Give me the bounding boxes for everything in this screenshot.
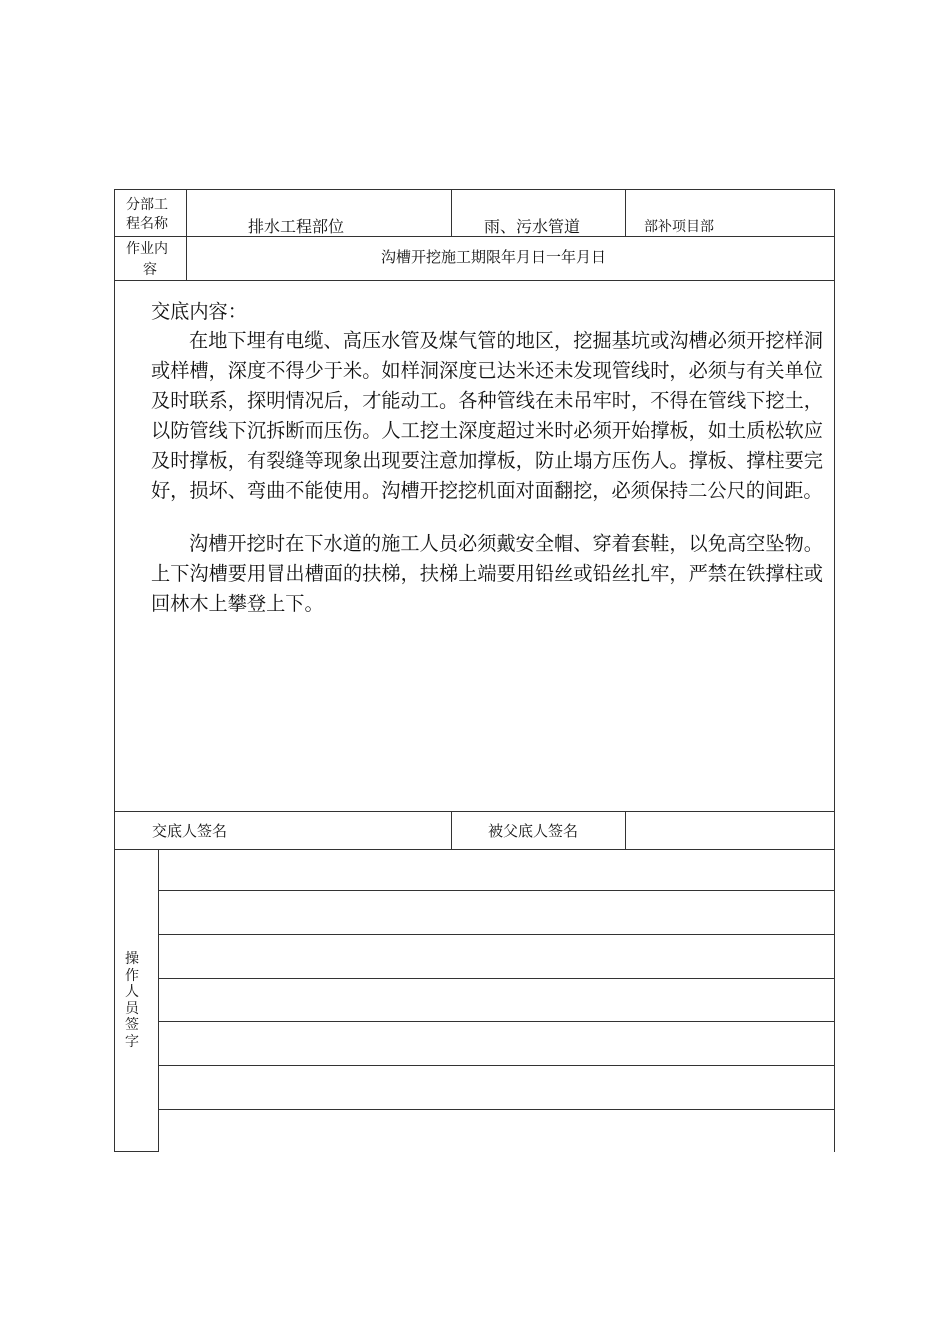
label-work-line1: 作业内 — [126, 241, 168, 257]
operators-signature-label — [122, 951, 142, 1050]
row-divider-1 — [114, 236, 835, 237]
sig-divider-b — [625, 811, 626, 850]
location-value: 雨、污水管道 — [484, 217, 581, 236]
sign-line-6 — [158, 1109, 835, 1110]
disclosure-title: 交底内容： — [151, 300, 247, 323]
row-divider-4 — [114, 849, 835, 850]
operators-char: 操 — [125, 951, 139, 967]
table-right-border — [834, 189, 835, 1152]
sign-line-1 — [158, 890, 835, 891]
paragraph-2-text: 沟槽开挖时在下水道的施工人员必须戴安全帽、穿着套鞋，以免高空坠物。上下沟槽要用冒出槽面的扶梯，扶梯上端要用铅丝或铅丝扎牢，严禁在铁撑柱或回林木上攀登上下。 — [151, 532, 823, 615]
row-divider-3 — [114, 811, 835, 812]
label-work-line2: 容 — [143, 262, 157, 278]
work-content-value: 沟槽开挖施工期限年月日一年月日 — [381, 248, 607, 266]
sign-line-4 — [158, 1021, 835, 1022]
paragraph-1-text: 在地下埋有电缆、高压水管及煤气管的地区，挖掘基坑或沟槽必须开挖样洞或样槽，深度不得少于米。如样洞深度已达米还未发现管线时，必须与有关单位及时联系，探明情况后，才能动工。各种管线在未吊牢时，不得在管线下挖土，以防管线下沉拆断而压伤。人工挖土深度超过米时必须开始撑板，如土质松软应及时撑板，有裂缝等现象出现要注意加撑板，防止塌方压伤人。撑板、撑柱要完好，损坏、弯曲不能使用。沟槽开挖挖机面对面翻挖，必须保持二公尺的间距。 — [151, 329, 823, 502]
operators-char: 字 — [125, 1033, 139, 1050]
operators-char: 人 — [125, 984, 139, 1000]
discloser-signature-label: 交底人签名 — [152, 822, 228, 840]
sign-line-2 — [158, 934, 835, 935]
sig-divider-a — [451, 811, 452, 850]
label-project-line1: 分部工 — [126, 197, 168, 213]
label-project-line2: 程名称 — [126, 216, 168, 232]
project-name-value: 排水工程部位 — [248, 217, 345, 236]
sign-line-3 — [158, 978, 835, 979]
operators-char: 作 — [125, 967, 139, 984]
table-bottom-left — [114, 1151, 159, 1152]
receiver-signature-label: 被父底人签名 — [488, 822, 579, 840]
row-divider-2 — [114, 280, 835, 281]
operators-char: 员 — [125, 1000, 139, 1017]
row1-divider-a — [451, 189, 452, 237]
disclosure-paragraph-2 — [151, 529, 823, 619]
table-top-border — [114, 189, 835, 190]
unit-value: 部补项目部 — [644, 219, 714, 235]
table-left-border — [114, 189, 115, 1152]
disclosure-paragraph-1 — [151, 326, 823, 506]
operators-col-divider — [158, 849, 159, 1152]
row1-divider-b — [625, 189, 626, 237]
sign-line-5 — [158, 1065, 835, 1066]
operators-char: 签 — [125, 1017, 139, 1033]
label-col-divider — [186, 189, 187, 281]
